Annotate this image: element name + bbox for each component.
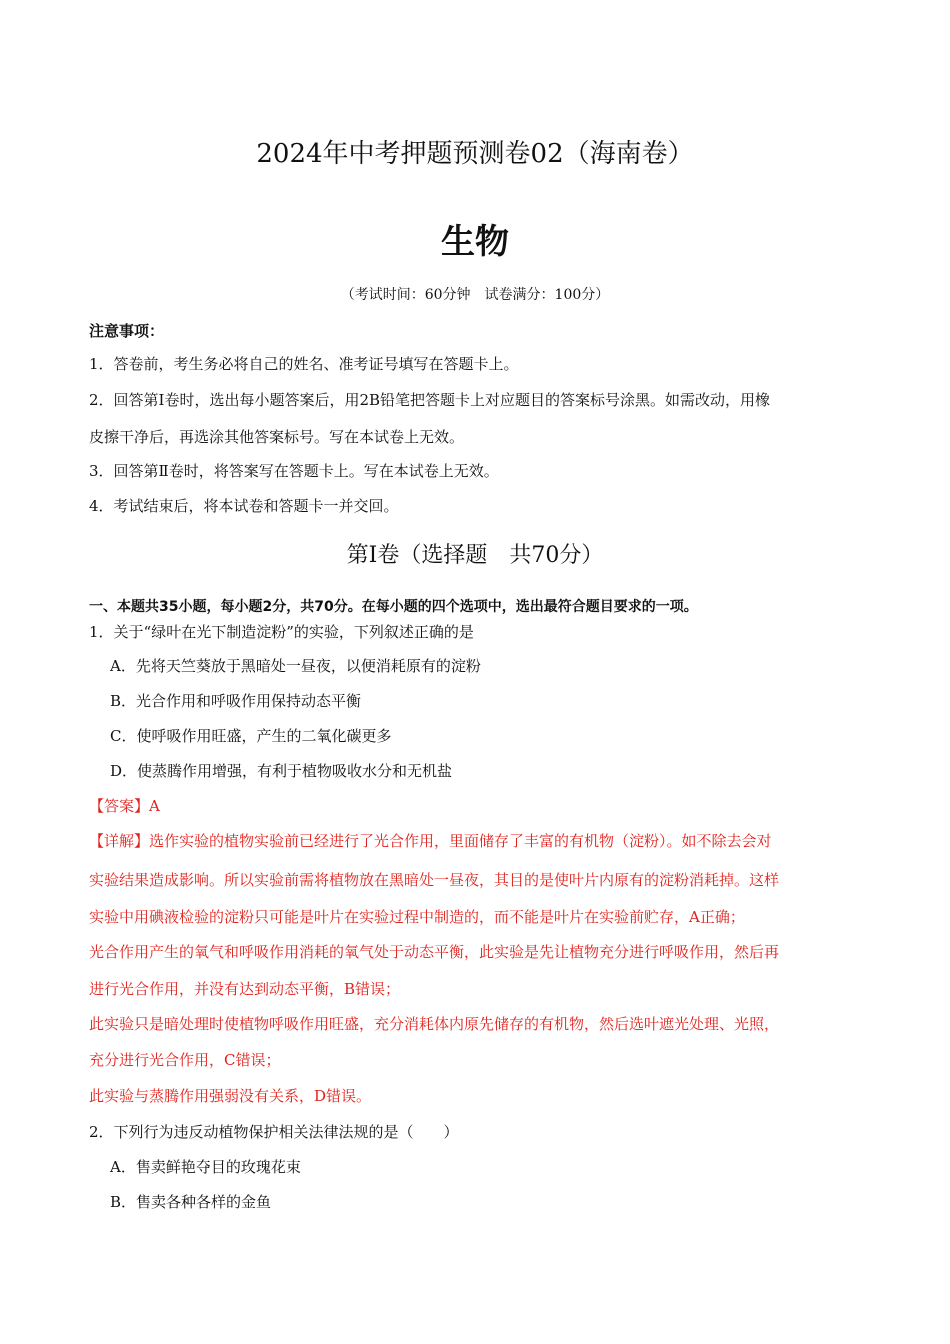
explanation-line: [89, 830, 772, 851]
explanation-line: 光合作用产生的氧气和呼吸作用消耗的氧气处于动态平衡，此实验是先让植物充分进行呼吸作用，然后再: [89, 943, 780, 961]
question-stem: 2．下列行为违反动植物保护相关法律法规的是（ ）: [89, 1123, 459, 1141]
explanation-line: 此实验与蒸腾作用强弱没有关系，D错误。: [89, 1087, 372, 1105]
explanation-text: 选作实验的植物实验前已经进行了光合作用，里面储存了丰富的有机物（淀粉）。如不除去会对: [149, 832, 772, 850]
question-option: B．售卖各种各样的金鱼: [110, 1193, 272, 1211]
section-title: 第Ⅰ卷（选择题 共70分）: [346, 543, 604, 568]
question-option: C．使呼吸作用旺盛，产生的二氧化碳更多: [110, 727, 392, 745]
question-option: D．使蒸腾作用增强，有利于植物吸收水分和无机盐: [110, 762, 453, 780]
explanation-line: 实验中用碘液检验的淀粉只可能是叶片在实验过程中制造的，而不能是叶片在实验前贮存，A正确；: [89, 908, 745, 926]
question-option: A．先将天竺葵放于黑暗处一昼夜，以便消耗原有的淀粉: [110, 657, 481, 675]
exam-title: 2024年中考押题预测卷02（海南卷）: [256, 139, 694, 169]
notice-item: 2．回答第Ⅰ卷时，选出每小题答案后，用2B铅笔把答题卡上对应题目的答案标号涂黑。如需改动，用橡: [89, 391, 771, 409]
answer-line: [89, 795, 160, 816]
notice-item: 4．考试结束后，将本试卷和答题卡一并交回。: [89, 497, 399, 515]
answer-label: 【答案】: [89, 797, 150, 815]
question-option: B．光合作用和呼吸作用保持动态平衡: [110, 692, 362, 710]
notice-item: 皮擦干净后，再选涂其他答案标号。写在本试卷上无效。: [89, 428, 465, 446]
explanation-line: 实验结果造成影响。所以实验前需将植物放在黑暗处一昼夜，其目的是使叶片内原有的淀粉消耗掉。这样: [89, 871, 780, 889]
question-stem: 1．关于“绿叶在光下制造淀粉”的实验，下列叙述正确的是: [89, 623, 474, 641]
exam-info: （考试时间：60分钟 试卷满分：100分）: [340, 287, 610, 303]
explanation-line: 充分进行光合作用，C错误；: [89, 1051, 281, 1069]
explanation-label: 【详解】: [89, 832, 150, 850]
notice-title: 注意事项：: [89, 322, 165, 340]
notice-item: 1．答卷前，考生务必将自己的姓名、准考证号填写在答题卡上。: [89, 355, 519, 373]
notice-item: 3．回答第Ⅱ卷时，将答案写在答题卡上。写在本试卷上无效。: [89, 462, 499, 480]
subject-title: 生物: [441, 222, 509, 262]
explanation-line: 此实验只是暗处理时使植物呼吸作用旺盛，充分消耗体内原先储存的有机物，然后选叶遮光处理、光照，: [89, 1015, 780, 1033]
question-option: A．售卖鲜艳夺目的玫瑰花束: [110, 1158, 301, 1176]
answer-value: A: [149, 797, 160, 815]
explanation-line: 进行光合作用，并没有达到动态平衡，B错误；: [89, 980, 401, 998]
part-heading: 一、本题共35小题，每小题2分，共70分。在每小题的四个选项中，选出最符合题目要求的一项。: [89, 599, 698, 615]
